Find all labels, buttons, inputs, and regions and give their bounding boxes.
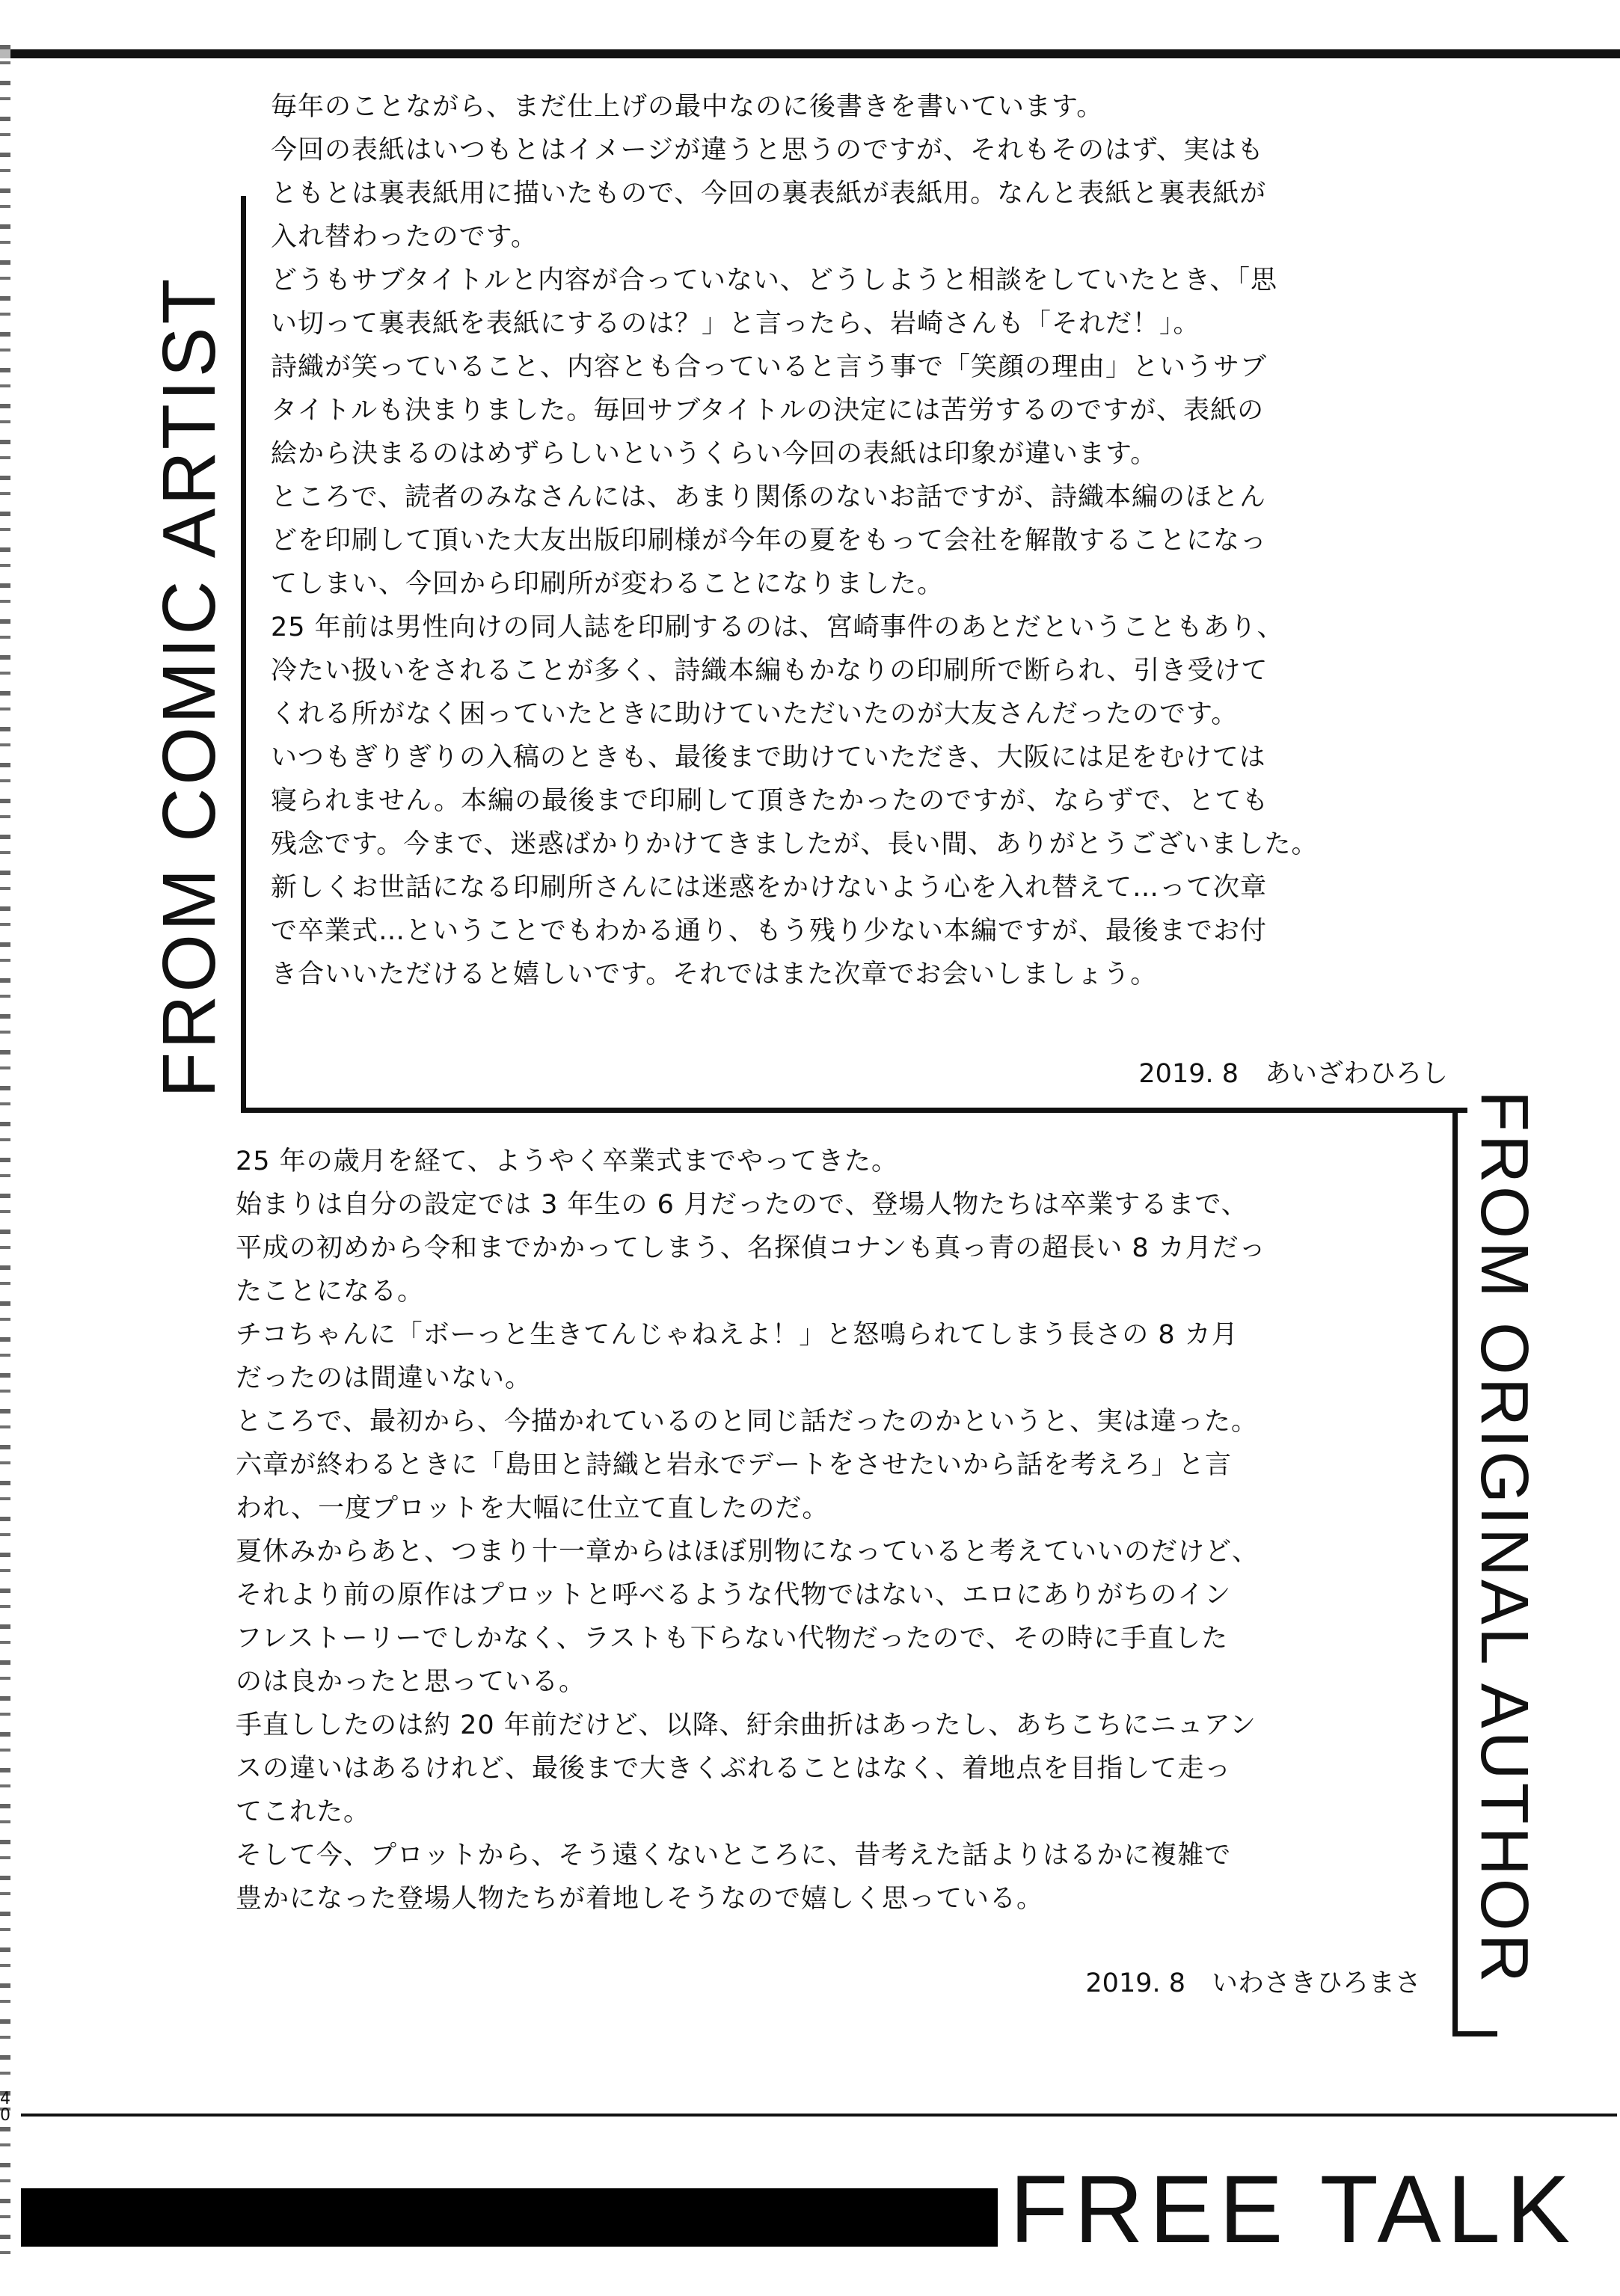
text-line: 夏休みからあと、つまり十一章からはほぼ別物になっていると考えていいのだけど、 — [236, 1537, 1260, 1567]
author-signature: 2019. 8 いわさきひろまさ — [1085, 1968, 1421, 1998]
author-section-label: FROM ORIGINAL AUTHOR — [1467, 1090, 1541, 1986]
text-line: 毎年のことながら、まだ仕上げの最中なのに後書きを書いています。 — [271, 92, 1104, 122]
footer-rule — [21, 2114, 1617, 2117]
text-line: たことになる。 — [236, 1277, 425, 1307]
author-frame-right — [1452, 1113, 1458, 2036]
text-line: 六章が終わるときに「島田と詩織と岩永でデートをさせたいから話を考えろ」と言 — [236, 1450, 1233, 1480]
text-line: どを印刷して頂いた大友出版印刷様が今年の夏をもって会社を解散することになっ — [271, 526, 1268, 556]
binding-edge — [0, 45, 10, 2259]
artist-signature: 2019. 8 あいざわひろし — [1138, 1059, 1448, 1089]
footer-title: FREE TALK — [1010, 2156, 1577, 2263]
text-line: 詩織が笑っていること、内容とも合っていると言う事で「笑顔の理由」というサブ — [271, 352, 1268, 382]
text-line: われ、一度プロットを大幅に仕立て直したのだ。 — [236, 1494, 829, 1523]
text-line: 新しくお世話になる印刷所さんには迷惑をかけないよう心を入れ替えて…って次章 — [271, 873, 1268, 903]
text-line: 始まりは自分の設定では 3 年生の 6 月だったので、登場人物たちは卒業するまで、 — [236, 1190, 1248, 1220]
text-line: で卒業式…ということでもわかる通り、もう残り少ない本編ですが、最後までお付 — [271, 916, 1268, 946]
text-line: 絵から決まるのはめずらしいというくらい今回の表紙は印象が違います。 — [271, 439, 1158, 469]
text-line: 今回の表紙はいつもとはイメージが違うと思うのですが、それもそのはず、実はも — [271, 135, 1265, 165]
text-line: 25 年の歳月を経て、ようやく卒業式までやってきた。 — [236, 1147, 898, 1176]
text-line: 寝られません。本編の最後まで印刷して頂きたかったのですが、ならずで、とても — [271, 786, 1269, 816]
artist-text — [271, 85, 1452, 996]
text-line: 入れ替わったのです。 — [271, 222, 538, 252]
artist-section-label: FROM COMIC ARTIST — [147, 275, 231, 1098]
text-line: 平成の初めから令和までかかってしまう、名探偵コナンも真っ青の超長い 8 カ月だっ — [236, 1233, 1266, 1263]
text-line: き合いいただけると嬉しいです。それではまた次章でお会いしましょう。 — [271, 960, 1158, 989]
text-line: 豊かになった登場人物たちが着地しそうなので嬉しく思っている。 — [236, 1884, 1044, 1914]
text-line: のは良かったと思っている。 — [236, 1667, 586, 1697]
text-line: フレストーリーでしかなく、ラストも下らない代物だったので、その時に手直した — [236, 1624, 1229, 1654]
top-rule — [0, 49, 1620, 58]
text-line: てしまい、今回から印刷所が変わることになりました。 — [271, 569, 945, 599]
page-number-digit: 4 — [0, 2090, 10, 2108]
text-line: それより前の原作はプロットと呼べるような代物ではない、エロにありがちのイン — [236, 1580, 1232, 1610]
text-line: チコちゃんに「ボーっと生きてんじゃねえよ！」と怒鳴られてしまう長さの 8 カ月 — [236, 1320, 1239, 1350]
page-number-digit: 0 — [0, 2106, 10, 2125]
text-line: いつもぎりぎりの入稿のときも、最後まで助けていただき、大阪には足をむけては — [271, 743, 1266, 773]
text-line: 手直ししたのは約 20 年前だけど、以降、紆余曲折はあったし、あちこちにニュアン — [236, 1710, 1257, 1740]
text-line: 25 年前は男性向けの同人誌を印刷するのは、宮崎事件のあとだということもあり、 — [271, 613, 1284, 642]
text-line: い切って裏表紙を表紙にするのは？」と言ったら、岩崎さんも「それだ！」。 — [271, 309, 1200, 339]
text-line: だったのは間違いない。 — [236, 1363, 533, 1393]
text-line: 残念です。今まで、迷惑ばかりかけてきましたが、長い間、ありがとうございました。 — [271, 829, 1319, 859]
text-line: ともとは裏表紙用に描いたもので、今回の裏表紙が表紙用。なんと表紙と裏表紙が — [271, 179, 1267, 209]
footer-bar — [21, 2188, 998, 2247]
text-line: てこれた。 — [236, 1797, 371, 1827]
text-line: ところで、読者のみなさんには、あまり関係のないお話ですが、詩織本編のほとん — [271, 482, 1266, 512]
text-line: タイトルも決まりました。毎回サブタイトルの決定には苦労するのですが、表紙の — [271, 396, 1265, 426]
author-text — [236, 1140, 1436, 1921]
artist-frame-bottom — [241, 1108, 1467, 1113]
text-line: スの違いはあるけれど、最後まで大きくぶれることはなく、着地点を目指して走っ — [236, 1754, 1232, 1784]
text-line: くれる所がなく困っていたときに助けていただいたのが大友さんだったのです。 — [271, 699, 1239, 729]
page-number — [0, 2091, 15, 2124]
text-line: どうもサブタイトルと内容が合っていない、どうしようと相談をしていたとき、「思 — [271, 265, 1277, 295]
text-line: 冷たい扱いをされることが多く、詩織本編もかなりの印刷所で断られ、引き受けて — [271, 656, 1268, 686]
text-line: そして今、プロットから、そう遠くないところに、昔考えた話よりはるかに複雑で — [236, 1841, 1232, 1870]
author-frame-bottom — [1452, 2031, 1497, 2036]
artist-frame-left — [241, 196, 246, 1113]
text-line: ところで、最初から、今描かれているのと同じ話だったのかというと、実は違った。 — [236, 1407, 1258, 1437]
